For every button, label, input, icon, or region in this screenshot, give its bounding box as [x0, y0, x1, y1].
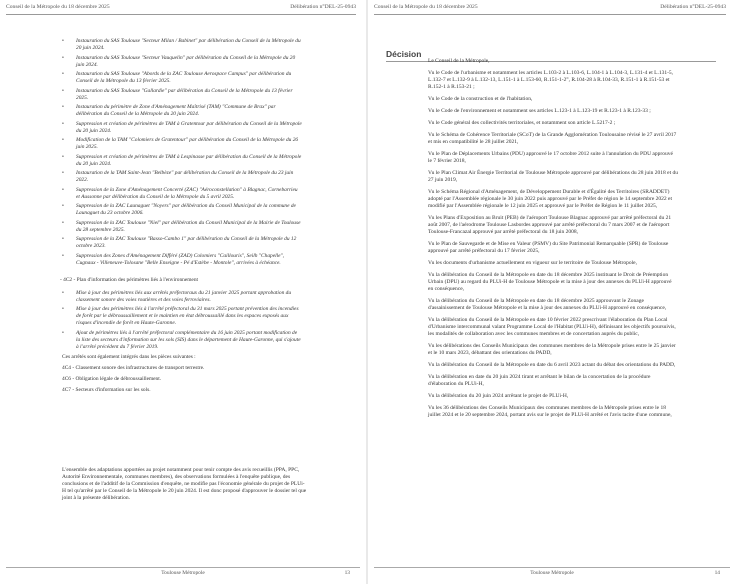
page-14: [368, 0, 736, 584]
decision-paragraph: Vu les délibérations des Conseils Municipaux des communes membres de la Métropole prises entre le 25 janvier et le 10 mars 2023, débattant des orientations du PADD,: [428, 343, 676, 356]
footer-org: Toulouse Métropole: [161, 570, 205, 576]
page-footer: [6, 567, 360, 578]
decision-body: [428, 58, 678, 424]
header-meeting: Conseil de la Métropole du 18 décembre 2025: [6, 4, 110, 10]
bullet-list-perimeters: [62, 38, 302, 267]
decision-paragraph: Vu les documents d'urbanisme actuellement en vigueur sur le territoire de Toulouse Métropole,: [428, 260, 637, 266]
decision-paragraph: Vu le Code de l'environnement et notamment ses articles L.123-1 à L.123-19 et R.123-1 à R.123-33 ;: [428, 108, 651, 114]
bullet-item: • Ajout de périmètres liés à l'arrêté préfectoral complémentaire du 16 juin 2025 portant modification de la liste des secteurs d'information sur les sols (SIS) dans le département de Haute-Garonne, qui s'ajoute à l'arrêté précédent du 7 février 2019.: [62, 330, 302, 351]
bullet-item: • Modification de la TAM "Colomiers de Gratentour" par délibération du Conseil de la Métropole du 26 juin 2025.: [62, 137, 302, 151]
decision-paragraph: Vu la délibération du Conseil de la Métropole en date 10 février 2022 prescrivant l'élaboration du Plan Local d'Urbanisme intercommunal valant Programme Local de l'Habitat (PLUi-H), définissant les objectifs poursuivis, les modalités de collaboration avec les communes membres et de concertation auprès du public,: [428, 317, 676, 337]
decision-paragraph: Vu le Plan de Déplacements Urbains (PDU) approuvé le 17 octobre 2012 suite à l'annulation du PDU approuvé le 7 février 2018,: [428, 151, 673, 164]
decision-paragraph: Vu le Code de l'urbanisme et notamment les articles L.103-2 à L.103-6, L.104-1 à L.104-3, L.131-4 et L.131-5, L.132-7 et L.132-9 à L.132-13, L.151-1 à L.153-60, R.151-1-2°, R.104-28 à R.104-33, R.151-1 à R.151-53 et R.152-1 à R.153-21 ;: [428, 70, 674, 90]
decision-paragraph: Vu la délibération du Conseil de la Métropole en date du 18 décembre 2025 instituant le Droit de Préemption Urbain (DPU) au regard du PLUi-H de Toulouse Métropole et la mise à jour des annexes du PLUi-H approuvé en conséquence,: [428, 272, 672, 292]
decision-paragraph: Vu le Schéma Régional d'Aménagement, de Développement Durable et d'Égalité des Territoires (SRADDET) adopté par l'Assemblée régionale le 30 juin 2022 puis approuvé par le Préfet de région le 14 septembre 2022 et modifié par l'Assemblée régionale le 12 juin 2025 et approuvé par le Préfet de Région le 11 juillet 2025,: [428, 189, 672, 209]
bullet-item: • Suppression de la Zone d'Aménagement Concerté (ZAC) "Aéroconstellation" à Blagnac, Cornebarrieu et Aussonne par délibération du Conseil de la Métropole du 5 avril 2025.: [62, 187, 302, 201]
annex-list: [62, 365, 302, 394]
bullet-item: • Suppression de la ZAC Launaguet "Noyers" par délibération du Conseil Municipal de la commune de Launaguet du 23 octobre 2006.: [62, 203, 302, 217]
annex-item: 4C4 - Classement sonore des infrastructures de transport terrestre.: [62, 364, 205, 371]
bullet-item: • Instauration du SAS Toulouse "Gallardie" par délibération du Conseil de la Métropole du 13 février 2025.: [62, 88, 302, 102]
bullet-item: • Suppression de la ZAC Toulouse "Basso-Cambo 1" par délibération du Conseil de la Métropole du 12 octobre 2023.: [62, 236, 302, 250]
decision-paragraph: Vu les 36 délibérations des Conseils Municipaux des communes membres de la Métropole prises entre le 18 juillet 2024 et le 20 septembre 2024, portant avis sur le projet de PLUi-H arrêté et l'avis tacite d'une commune,: [428, 405, 672, 418]
page-header: [6, 4, 356, 15]
page-header: [374, 4, 726, 15]
bullet-item: • Instauration du SAS Toulouse "Secteur Vauquelin" par délibération du Conseil de la Métropole du 20 juin 2024.: [62, 55, 302, 69]
decision-paragraph: Le Conseil de la Métropole,: [428, 58, 490, 64]
decision-paragraph: Vu la délibération du Conseil de la Métropole en date du 6 avril 2023 actant du débat des orientations du PADD,: [428, 362, 676, 368]
bullet-item: • Instauration du périmètre de Zone d'Aménagement Maîtrisé (TAM) "Commune de Brax" par délibération du Conseil de la Métropole du 20 juin 2024.: [62, 104, 302, 118]
bullet-item: • Suppression des Zones d'Aménagement Différé (ZAD) Colomiers "Caillouris", Seilh "Chapelle", Cugnaux - Villeneuve-Tolosane "Belle Enseigne - Pé d'Estèbe - Montole", arrivées à échéance.: [62, 253, 302, 267]
page-13: [0, 0, 366, 584]
decision-paragraph: Vu la délibération du 20 juin 2024 arrêtant le projet de PLUi-H,: [428, 393, 569, 399]
decision-paragraph: Vu la délibération en date du 20 juin 2024 tirant et arrêtant le bilan de la concertation de la procédure d'élaboration du PLUi-H,: [428, 374, 651, 387]
header-deliberation-number: Délibération n°DEL-25-0943: [660, 4, 726, 10]
bullet-item: • Suppression et création de périmètres de TAM à Gratentour par délibération du Conseil de la Métropole du 20 juin 2024.: [62, 121, 302, 135]
header-meeting: Conseil de la Métropole du 18 décembre 2025: [374, 4, 478, 10]
annex-item: 4C7 - Secteurs d'information sur les sols.: [62, 386, 151, 393]
decision-paragraph: Vu la délibération du Conseil de la Métropole en date du 18 décembre 2025 approuvant le Zonage d'assainissement de Toulouse Métropole et la mise à jour des annexes du PLUi-H approuvé en conséquence,: [428, 298, 667, 311]
bullet-item: • Instauration du SAS Toulouse "Abords de la ZAC Toulouse Aerospace Campus" par délibération du Conseil de la Métropole du 13 février 2025.: [62, 71, 302, 85]
section-4c2-heading: - 4C2 - Plan d'information des périmètres liés à l'environnement: [60, 276, 199, 283]
decision-paragraph: Vu le Code général des collectivités territoriales, et notamment son article L.5217-2 ;: [428, 120, 616, 126]
annex-intro: Ces arrêtés sont également intégrés dans les pièces suivantes :: [62, 353, 196, 360]
decision-paragraph: Vu le Schéma de Cohérence Territoriale (SCoT) de la Grande Agglomération Toulousaine révisé le 27 avril 2017 et mis en compatibilité le 28 juillet 2021,: [428, 132, 677, 145]
bullet-item: • Suppression de la ZAC Toulouse "Niel" par délibération du Conseil Municipal de la Mairie de Toulouse du 28 septembre 2025.: [62, 220, 302, 234]
bullet-item: • Instauration de la TAM Saint-Jean "Belbèze" par délibération du Conseil de la Métropole du 23 juin 2022.: [62, 170, 302, 184]
page-number: 13: [344, 570, 350, 576]
bullet-item: • Mise à jour des périmètres liés aux arrêtés préfectoraux du 21 janvier 2025 portant approbation du classement sonore des voies routières et des voies ferroviaires.: [62, 290, 302, 304]
page-number: 14: [714, 570, 720, 576]
header-deliberation-number: Délibération n°DEL-25-0943: [290, 4, 356, 10]
decision-paragraph: Vu le Code de la construction et de l'habitation,: [428, 96, 533, 102]
annex-item: 4C6 - Obligation légale de débroussaillement.: [62, 375, 162, 382]
left-body: [62, 38, 302, 398]
bullet-item: • Mise à jour des périmètres liés à l'arrêté préfectoral du 31 mars 2025 portant prévention des incendies de forêt par le débroussaillement et le maintien en état débroussaillé dans les espaces exposés aux risques d'incendie de forêt en Haute-Garonne.: [62, 306, 302, 327]
decision-paragraph: Vu le Plan de Sauvegarde et de Mise en Valeur (PSMV) du Site Patrimonial Remarquable (SPR) de Toulouse approuvé par arrêté préfectoral du 17 février 2025,: [428, 241, 669, 254]
bullet-list-environment: [62, 290, 302, 351]
decision-title: Décision: [386, 49, 716, 62]
footer-org: Toulouse Métropole: [530, 570, 574, 576]
bullet-item: • Suppression et création de périmètres de TAM à Lespinasse par délibération du Conseil de la Métropole du 20 juin 2024.: [62, 154, 302, 168]
closing-paragraph: L'ensemble des adaptations apportées au projet notamment pour tenir compte des avis recueillis (PPA, PPC, Autorité Environnementale, communes membres), des observations formulées à l'enquête publique, des conclusions et de l'additif de la Commission d'enquête, ne modifie pas l'économie générale du projet de PLUi-H tel qu'arrêté par le Conseil de la Métropole le 20 juin 2024. Il est donc proposé d'approuver le dossier tel que joint à la présente délibération.: [62, 467, 307, 501]
bullet-item: • Instauration du SAS Toulouse "Secteur Milan / Babinet" par délibération du Conseil de la Métropole du 20 juin 2024.: [62, 38, 302, 52]
page-footer: [374, 567, 730, 578]
decision-paragraph: Vu les Plans d'Exposition au Bruit (PEB) de l'aéroport Toulouse Blagnac approuvé par arrêté préfectoral du 21 août 2007, de l'aérodrome Toulouse Lasbordes approuvé par arrêté préfectoral du 7 mars 2007 et de l'aéroport Toulouse-Francazal approuvé par arrêté préfectoral du 18 juin 2008,: [428, 215, 672, 235]
decision-paragraph: Vu le Plan Climat Air Énergie Territorial de Toulouse Métropole approuvé par délibérations du 28 juin 2018 et du 27 juin 2019,: [428, 170, 679, 183]
